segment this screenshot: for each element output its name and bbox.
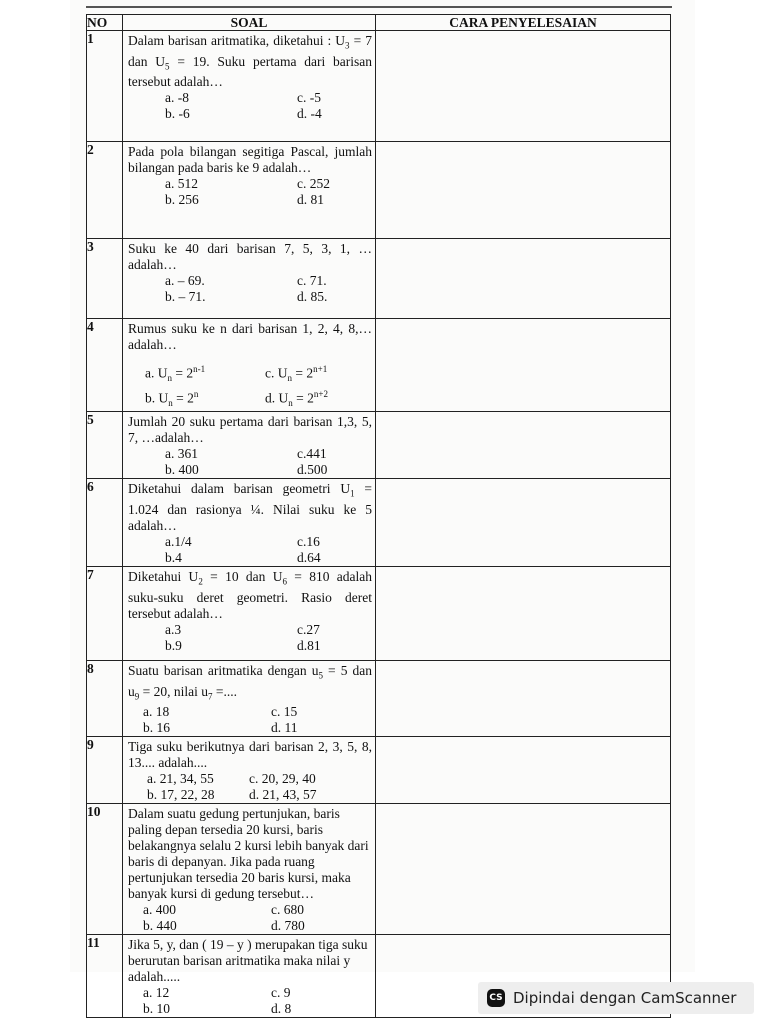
option-c: c. 252 bbox=[297, 176, 330, 191]
question-text: Suku ke 40 dari barisan 7, 5, 3, 1, … adalah… bbox=[128, 241, 372, 272]
answer-options bbox=[165, 273, 375, 305]
answer-cell[interactable] bbox=[376, 661, 671, 737]
option-a: a. 21, 34, 55 bbox=[147, 771, 214, 787]
question-text: Tiga suku berikutnya dari barisan 2, 3, 5, 8, 13.... adalah.... bbox=[128, 739, 372, 771]
question-cell bbox=[123, 31, 376, 142]
answer-cell[interactable] bbox=[376, 737, 671, 804]
option-d: d.64 bbox=[297, 550, 321, 566]
question-text: Rumus suku ke n dari barisan 1, 2, 4, 8,… adalah… bbox=[128, 321, 372, 352]
option-a: a. 18 bbox=[143, 704, 170, 720]
worksheet-table bbox=[86, 14, 671, 1018]
question-number: 9 bbox=[87, 737, 123, 804]
question-number: 6 bbox=[87, 479, 123, 567]
option-d: d.81 bbox=[297, 637, 321, 653]
option-c: c. 71. bbox=[297, 273, 327, 288]
answer-options bbox=[165, 90, 375, 122]
answer-cell[interactable] bbox=[376, 239, 671, 319]
option-c: c. 15 bbox=[271, 704, 298, 720]
question-row bbox=[87, 479, 671, 567]
answer-cell[interactable] bbox=[376, 567, 671, 661]
answer-options bbox=[165, 176, 375, 208]
header-row bbox=[87, 15, 671, 31]
option-d: d. 11 bbox=[271, 720, 298, 736]
camscanner-logo-icon: CS bbox=[487, 989, 505, 1007]
option-b: b. 256 bbox=[165, 192, 199, 207]
option-b: b. -6 bbox=[165, 106, 190, 122]
question-number: 11 bbox=[87, 935, 123, 1018]
answer-options bbox=[165, 534, 375, 566]
question-number: 4 bbox=[87, 319, 123, 412]
question-cell bbox=[123, 239, 376, 319]
question-row bbox=[87, 319, 671, 412]
option-c: c. -5 bbox=[297, 90, 321, 106]
option-c: c.27 bbox=[297, 621, 320, 637]
answer-cell[interactable] bbox=[376, 479, 671, 567]
watermark-text: Dipindai dengan CamScanner bbox=[513, 989, 737, 1007]
answer-options bbox=[143, 902, 375, 934]
option-b: b. $U_n = 2^n$ bbox=[145, 389, 199, 409]
question-row bbox=[87, 804, 671, 935]
option-d: d. 780 bbox=[271, 918, 305, 934]
header-cara: CARA PENYELESAIAN bbox=[376, 15, 671, 31]
option-b: b. 400 bbox=[165, 462, 199, 478]
answer-options bbox=[165, 622, 375, 654]
question-cell bbox=[123, 804, 376, 935]
answer-options bbox=[165, 446, 375, 478]
header-no: NO bbox=[87, 15, 123, 31]
option-c: c. 20, 29, 40 bbox=[249, 771, 316, 787]
option-a: a.3 bbox=[165, 621, 182, 637]
question-cell bbox=[123, 412, 376, 479]
header-soal: SOAL bbox=[123, 15, 376, 31]
question-text: Dalam barisan aritmatika, diketahui : $U_3 = 7$ dan $U_5 = 19$. Suku pertama dari barisan tersebut adalah… bbox=[128, 33, 372, 90]
question-cell bbox=[123, 567, 376, 661]
question-number: 3 bbox=[87, 239, 123, 319]
question-row bbox=[87, 31, 671, 142]
question-cell bbox=[123, 479, 376, 567]
option-b: b.9 bbox=[165, 637, 182, 653]
option-a: a. 400 bbox=[143, 902, 176, 918]
question-row bbox=[87, 412, 671, 479]
option-d: d. 85. bbox=[297, 289, 328, 304]
question-text: Diketahui dalam barisan geometri $U_1 = 1.024$ dan rasionya ¼. Nilai suku ke 5 adalah… bbox=[128, 481, 372, 534]
option-a: a.1/4 bbox=[165, 534, 192, 550]
question-cell bbox=[123, 319, 376, 412]
question-number: 2 bbox=[87, 142, 123, 239]
answer-options bbox=[145, 361, 375, 411]
option-a: a. 12 bbox=[143, 985, 170, 1001]
question-text: Jumlah 20 suku pertama dari barisan 1,3, 5, 7, …adalah… bbox=[128, 414, 372, 446]
question-cell bbox=[123, 142, 376, 239]
question-number: 1 bbox=[87, 31, 123, 142]
question-number: 8 bbox=[87, 661, 123, 737]
option-c: c.441 bbox=[297, 446, 327, 462]
option-d: d. 8 bbox=[271, 1001, 292, 1017]
question-row bbox=[87, 142, 671, 239]
question-text: Jika 5, y, dan ( 19 – y ) merupakan tiga suku berurutan barisan aritmatika maka nilai y adalah..... bbox=[128, 937, 368, 985]
camscanner-watermark bbox=[478, 982, 754, 1014]
answer-options bbox=[147, 771, 375, 803]
question-cell bbox=[123, 935, 376, 1018]
option-a: a. 361 bbox=[165, 446, 198, 462]
option-a: a. $U_n = 2^{n-1}$ bbox=[145, 364, 206, 384]
option-c: c. 9 bbox=[271, 985, 291, 1001]
option-b: b.4 bbox=[165, 550, 182, 566]
option-c: c. 680 bbox=[271, 902, 304, 918]
question-cell bbox=[123, 737, 376, 804]
option-d: d. -4 bbox=[297, 106, 322, 122]
option-a: a. 512 bbox=[165, 176, 198, 191]
option-d: d. 21, 43, 57 bbox=[249, 787, 317, 803]
answer-cell[interactable] bbox=[376, 412, 671, 479]
option-c: c. $U_n = 2^{n+1}$ bbox=[265, 364, 328, 384]
option-a: a. -8 bbox=[165, 90, 189, 106]
question-text: Diketahui $U_2 = 10$ dan $U_6 = 810$ adalah suku-suku deret geometri. Rasio deret tersebut adalah… bbox=[128, 569, 372, 621]
answer-cell[interactable] bbox=[376, 319, 671, 412]
answer-cell[interactable] bbox=[376, 804, 671, 935]
question-number: 7 bbox=[87, 567, 123, 661]
question-cell bbox=[123, 661, 376, 737]
question-row bbox=[87, 567, 671, 661]
answer-options bbox=[143, 704, 375, 736]
option-b: b. 16 bbox=[143, 720, 170, 736]
question-text: Dalam suatu gedung pertunjukan, baris paling depan tersedia 20 kursi, baris belakangnya selalu 2 kursi lebih banyak dari baris di depanyan. Jika pada ruang pertunjukan tersedia 20 baris kursi, maka banyak kursi di gedung tersebut… bbox=[128, 806, 369, 902]
option-b: b. 17, 22, 28 bbox=[147, 787, 215, 803]
option-b: b. 440 bbox=[143, 918, 177, 934]
option-b: b. 10 bbox=[143, 1001, 170, 1017]
question-number: 10 bbox=[87, 804, 123, 935]
question-row bbox=[87, 661, 671, 737]
question-row bbox=[87, 737, 671, 804]
question-row bbox=[87, 239, 671, 319]
answer-options bbox=[143, 985, 375, 1017]
question-text: Pada pola bilangan segitiga Pascal, jumlah bilangan pada baris ke 9 adalah… bbox=[128, 144, 372, 175]
question-number: 5 bbox=[87, 412, 123, 479]
question-text: Suatu barisan aritmatika dengan $u_5 = 5$ dan $u_9 = 20$, nilai $u_7$ =.... bbox=[128, 663, 372, 702]
answer-cell[interactable] bbox=[376, 31, 671, 142]
option-d: d.500 bbox=[297, 462, 328, 478]
option-c: c.16 bbox=[297, 534, 320, 550]
option-d: d. $U_n = 2^{n+2}$ bbox=[265, 389, 328, 409]
option-a: a. – 69. bbox=[165, 273, 205, 288]
answer-cell[interactable] bbox=[376, 142, 671, 239]
top-border-line bbox=[86, 6, 672, 8]
option-b: b. – 71. bbox=[165, 289, 206, 304]
option-d: d. 81 bbox=[297, 192, 324, 207]
